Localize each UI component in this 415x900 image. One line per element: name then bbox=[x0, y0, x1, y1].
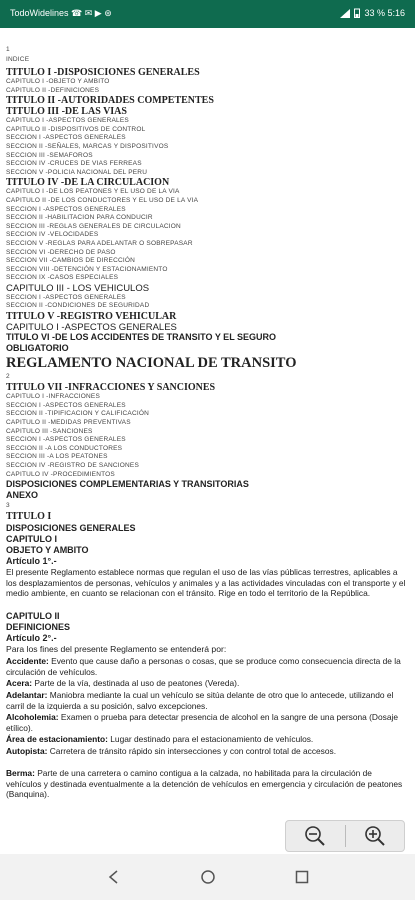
definition-text: Carretera de tránsito rápido sin intersecciones y con control total de accesos. bbox=[49, 746, 337, 757]
document-title: REGLAMENTO NACIONAL DE TRANSITO bbox=[6, 355, 297, 372]
capitulo-entry: CAPITULO III - LOS VEHICULOS bbox=[6, 283, 150, 294]
definition-entry bbox=[6, 768, 406, 800]
page-number: 2 bbox=[6, 373, 10, 381]
status-bar-left bbox=[10, 8, 112, 19]
capitulo-entry: CAPITULO I -ASPECTOS GENERALES bbox=[6, 321, 177, 333]
status-right-text: 33 % 5:16 bbox=[364, 8, 405, 18]
home-icon[interactable] bbox=[200, 869, 216, 885]
definition-text: Evento que cause daño a personas o cosas, que se produce como consecuencia directa de la circulación de vehículos. bbox=[6, 656, 401, 677]
titulo-heading: TITULO I bbox=[6, 511, 52, 523]
page-number: 3 bbox=[6, 502, 10, 510]
titulo-entry: TITULO VII -INFRACCIONES Y SANCIONES bbox=[6, 382, 216, 394]
system-navigation-bar bbox=[0, 854, 415, 900]
titulo-entry: TITULO I -DISPOSICIONES GENERALES bbox=[6, 67, 200, 78]
titulo-entry: TITULO IV -DE LA CIRCULACION bbox=[6, 177, 170, 189]
signal-icon bbox=[340, 9, 350, 18]
definition-term: Autopista: bbox=[6, 746, 48, 757]
index-entry: CAPITULO II -MEDIDAS PREVENTIVAS bbox=[6, 419, 131, 426]
section-heading: OBLIGATORIO bbox=[6, 342, 69, 353]
definition-entry bbox=[6, 678, 406, 689]
zoom-out-button[interactable] bbox=[286, 821, 345, 851]
zoom-out-icon bbox=[304, 825, 326, 847]
zoom-controls bbox=[285, 820, 405, 852]
definition-entry bbox=[6, 746, 406, 757]
index-entry: SECCION VIII -DETENCIÓN Y ESTACIONAMIENTO bbox=[6, 265, 168, 273]
section-heading: DISPOSICIONES COMPLEMENTARIAS Y TRANSITORIAS bbox=[6, 479, 249, 490]
capitulo-heading: CAPITULO II bbox=[6, 611, 60, 622]
recents-icon[interactable] bbox=[294, 869, 310, 885]
index-entry: SECCION II -HABILITACION PARA CONDUCIR bbox=[6, 214, 153, 222]
definition-term: Accidente: bbox=[6, 656, 49, 667]
status-left-text: TodoWidelines ☎ ✉ ▶ ⊛ bbox=[10, 8, 112, 18]
index-entry: SECCION II -TIPIFICACION Y CALIFICACIÓN bbox=[6, 410, 149, 418]
article-text: Para los fines del presente Reglamento se entenderá por: bbox=[6, 644, 227, 655]
definition-text: Lugar destinado para el estacionamiento de vehículos. bbox=[110, 734, 314, 745]
titulo-entry: TITULO V -REGISTRO VEHICULAR bbox=[6, 310, 177, 322]
titulo-entry: TITULO II -AUTORIDADES COMPETENTES bbox=[6, 95, 214, 107]
index-entry: SECCION IX -CASOS ESPECIALES bbox=[6, 274, 119, 282]
index-entry: SECCION II -CONDICIONES DE SEGURIDAD bbox=[6, 302, 150, 310]
capitulo-heading: CAPITULO I bbox=[6, 534, 57, 545]
index-entry: CAPITULO I -ASPECTOS GENERALES bbox=[6, 117, 129, 125]
index-entry: SECCION I -ASPECTOS GENERALES bbox=[6, 293, 126, 301]
index-entry: CAPITULO II -DE LOS CONDUCTORES Y EL USO DE LA VIA bbox=[6, 197, 199, 204]
index-entry: SECCION IV -REGISTRO DE SANCIONES bbox=[6, 462, 140, 469]
definition-entry bbox=[6, 690, 406, 711]
index-entry: SECCION III -REGLAS GENERALES DE CIRCULACION bbox=[6, 222, 181, 230]
definition-entry bbox=[6, 712, 406, 733]
index-entry: SECCION III -SEMAFOROS bbox=[6, 151, 93, 159]
definition-entry bbox=[6, 656, 406, 677]
capitulo-subheading: OBJETO Y AMBITO bbox=[6, 545, 89, 556]
capitulo-subheading: DEFINICIONES bbox=[6, 622, 71, 633]
index-entry: CAPITULO I -OBJETO Y AMBITO bbox=[6, 78, 110, 85]
document-viewer[interactable] bbox=[0, 46, 415, 854]
index-entry: SECCION IV -CRUCES DE VIAS FERREAS bbox=[6, 160, 142, 168]
index-entry: SECCION VII -CAMBIOS DE DIRECCIÓN bbox=[6, 257, 136, 265]
index-entry: SECCION I -ASPECTOS GENERALES bbox=[6, 401, 126, 409]
index-entry: CAPITULO I -DE LOS PEATONES Y EL USO DE LA VIA bbox=[6, 188, 180, 196]
article-heading: Artículo 1°.- bbox=[6, 556, 57, 567]
index-entry: SECCION IV -VELOCIDADES bbox=[6, 231, 99, 239]
status-bar bbox=[0, 0, 415, 28]
definition-term: Acera: bbox=[6, 678, 33, 689]
section-heading: ANEXO bbox=[6, 489, 39, 500]
article-text: El presente Reglamento establece normas que regulan el uso de las vías públicas terrestres, aplicables a los desplazamientos de personas, vehículos y animales y a las actividades vinculadas con el transporte y el medio ambiente, en cuanto se relacionan con el tránsito. Rige en todo el territorio de la República. bbox=[6, 567, 406, 599]
definition-text: Maniobra mediante la cual un vehículo se sitúa delante de otro que lo antecede, utilizando el carril de la izquierda a su posición, salvo excepciones. bbox=[6, 690, 394, 711]
definition-text: Examen o prueba para detectar presencia de alcohol en la sangre de una persona (Dosaje etílico). bbox=[6, 712, 399, 733]
definition-text: Parte de una carretera o camino contigua a la calzada, no habilitada para la circulación de vehículos y destinada eventualmente a la detención de vehículos en emergencia y circulación de peatones (Banquina). bbox=[6, 768, 403, 800]
zoom-in-icon bbox=[364, 825, 386, 847]
definition-term: Adelantar: bbox=[6, 690, 48, 701]
index-entry: SECCION I -ASPECTOS GENERALES bbox=[6, 134, 126, 142]
index-entry: SECCION II -SEÑALES, MARCAS Y DISPOSITIVOS bbox=[6, 143, 169, 150]
page-number: 1 bbox=[6, 46, 10, 53]
index-entry: SECCION I -ASPECTOS GENERALES bbox=[6, 205, 126, 213]
definition-term: Alcoholemia: bbox=[6, 712, 59, 723]
index-entry: SECCION II -A LOS CONDUCTORES bbox=[6, 444, 123, 452]
definition-term: Berma: bbox=[6, 768, 35, 779]
definition-entry bbox=[6, 734, 406, 745]
article-heading: Artículo 2°.- bbox=[6, 633, 57, 644]
section-heading: TITULO VI -DE LOS ACCIDENTES DE TRANSITO Y EL SEGURO bbox=[6, 332, 277, 343]
back-icon[interactable] bbox=[106, 869, 122, 885]
titulo-subheading: DISPOSICIONES GENERALES bbox=[6, 523, 136, 534]
battery-icon bbox=[354, 8, 360, 18]
index-entry: SECCION I -ASPECTOS GENERALES bbox=[6, 436, 126, 444]
index-entry: CAPITULO I -INFRACCIONES bbox=[6, 393, 101, 401]
definition-term: Área de estacionamiento: bbox=[6, 734, 108, 745]
index-entry: SECCION III -A LOS PEATONES bbox=[6, 453, 108, 461]
status-bar-right bbox=[340, 8, 405, 18]
index-entry: SECCION V -REGLAS PARA ADELANTAR O SOBREPASAR bbox=[6, 240, 193, 247]
titulo-entry: TITULO III -DE LAS VIAS bbox=[6, 106, 127, 118]
index-entry: SECCION VI -DERECHO DE PASO bbox=[6, 248, 116, 256]
index-entry: CAPITULO III -SANCIONES bbox=[6, 427, 93, 435]
definition-text: Parte de la vía, destinada al uso de peatones (Vereda). bbox=[34, 678, 240, 689]
index-entry: CAPITULO II -DEFINICIONES bbox=[6, 86, 100, 94]
index-entry: CAPITULO IV -PROCEDIMIENTOS bbox=[6, 470, 115, 478]
index-entry: CAPITULO II -DISPOSITIVOS DE CONTROL bbox=[6, 125, 146, 133]
zoom-in-button[interactable] bbox=[346, 821, 405, 851]
index-entry: SECCION V -POLICIA NACIONAL DEL PERU bbox=[6, 168, 148, 176]
index-heading: INDICE bbox=[6, 56, 30, 63]
